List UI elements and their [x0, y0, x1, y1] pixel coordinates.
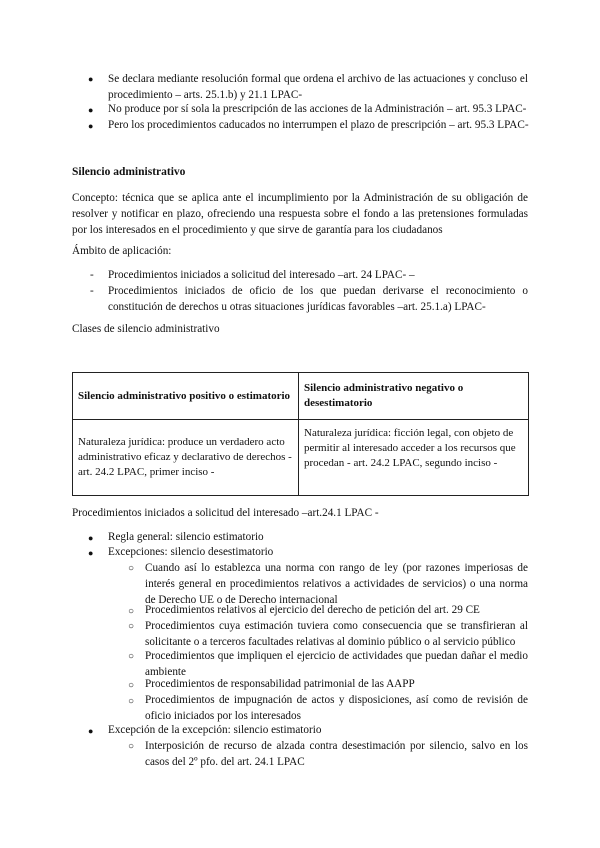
dash-marker: -	[90, 285, 94, 297]
excepcion-item-6: Procedimientos de impugnación de actos y disposiciones, así como de revisión de oficio iniciados por los interesados	[145, 694, 528, 722]
bullet-dot: ●	[88, 726, 94, 736]
bullet-dot: ●	[88, 548, 94, 558]
bullet-dot: ●	[88, 74, 94, 84]
regla-general: Regla general: silencio estimatorio	[108, 531, 264, 543]
table-cell-negative: Naturaleza jurídica: ficción legal, con objeto de permitir al interesado acceder a los recursos que procedan - art. 24.2 LPAC, segundo inciso -	[299, 420, 529, 496]
excepcion-item-5: Procedimientos de responsabilidad patrimonial de las AAPP	[145, 678, 415, 690]
circle-marker: ○	[128, 680, 135, 691]
bullet-dot: ●	[88, 121, 94, 131]
circle-marker: ○	[128, 563, 135, 574]
excepcion-item-1: Cuando así lo establezca una norma con rango de ley (por razones imperiosas de interés general en procedimientos relativos a actividades de servicios) o una norma de Derecho UE o de Derecho internacional	[145, 562, 528, 606]
table-cell-positive: Naturaleza jurídica: produce un verdadero acto administrativo eficaz y declarativo de derechos - art. 24.2 LPAC, primer inciso -	[73, 420, 299, 496]
ambito-item-2: Procedimientos iniciados de oficio de los que puedan derivarse el reconocimiento o constitución de derechos u otras situaciones jurídicas favorables –art. 25.1.a) LPAC-	[108, 285, 528, 313]
top-bullet-1: Se declara mediante resolución formal que ordena el archivo de las actuaciones y concluso el procedimiento – arts. 25.1.b) y 21.1 LPAC-	[108, 73, 528, 101]
excepcion-item-2: Procedimientos relativos al ejercicio del derecho de petición del art. 29 CE	[145, 604, 480, 616]
procedimientos-title: Procedimientos iniciados a solicitud del interesado –art.24.1 LPAC -	[72, 507, 379, 519]
excepcion-de-excepcion: Excepción de la excepción: silencio estimatorio	[108, 724, 322, 736]
silencio-table	[72, 372, 529, 496]
section-title: Silencio administrativo	[72, 166, 186, 178]
bullet-dot: ●	[88, 105, 94, 115]
circle-marker: ○	[128, 606, 135, 617]
top-bullet-3: Pero los procedimientos caducados no interrumpen el plazo de prescripción – art. 95.3 LPAC-	[108, 119, 529, 131]
excepcion-item-4: Procedimientos que impliquen el ejercicio de actividades que puedan dañar el medio ambiente	[145, 650, 528, 678]
circle-marker: ○	[128, 621, 135, 632]
excepcion-item-3: Procedimientos cuya estimación tuviera como consecuencia que se transfirieran al solicitante o a terceros facultades relativas al dominio público o al servicio público	[145, 620, 528, 648]
concepto-paragraph: Concepto: técnica que se aplica ante el incumplimiento por la Administración de su obligación de resolver y notificar en plazo, ofreciendo una respuesta sobre el fondo a las pretensiones formuladas por los interesados en el procedimiento y que sirve de garantía para los ciudadanos	[72, 192, 528, 236]
circle-marker: ○	[128, 696, 135, 707]
dash-marker: -	[90, 269, 94, 281]
bullet-dot: ●	[88, 533, 94, 543]
ambito-item-1: Procedimientos iniciados a solicitud del interesado –art. 24 LPAC- –	[108, 269, 415, 281]
table-header-positive: Silencio administrativo positivo o estimatorio	[73, 373, 299, 420]
circle-marker: ○	[128, 651, 135, 662]
clases-title: Clases de silencio administrativo	[72, 323, 220, 335]
circle-marker: ○	[128, 741, 135, 752]
top-bullet-2: No produce por sí sola la prescripción de las acciones de la Administración – art. 95.3 LPAC-	[108, 103, 527, 115]
excepcion-excepcion-item-1: Interposición de recurso de alzada contra desestimación por silencio, salvo en los casos del 2º pfo. del art. 24.1 LPAC	[145, 740, 528, 768]
ambito-title: Ámbito de aplicación:	[72, 245, 172, 257]
excepciones: Excepciones: silencio desestimatorio	[108, 546, 274, 558]
table-header-negative: Silencio administrativo negativo o desestimatorio	[299, 373, 529, 420]
